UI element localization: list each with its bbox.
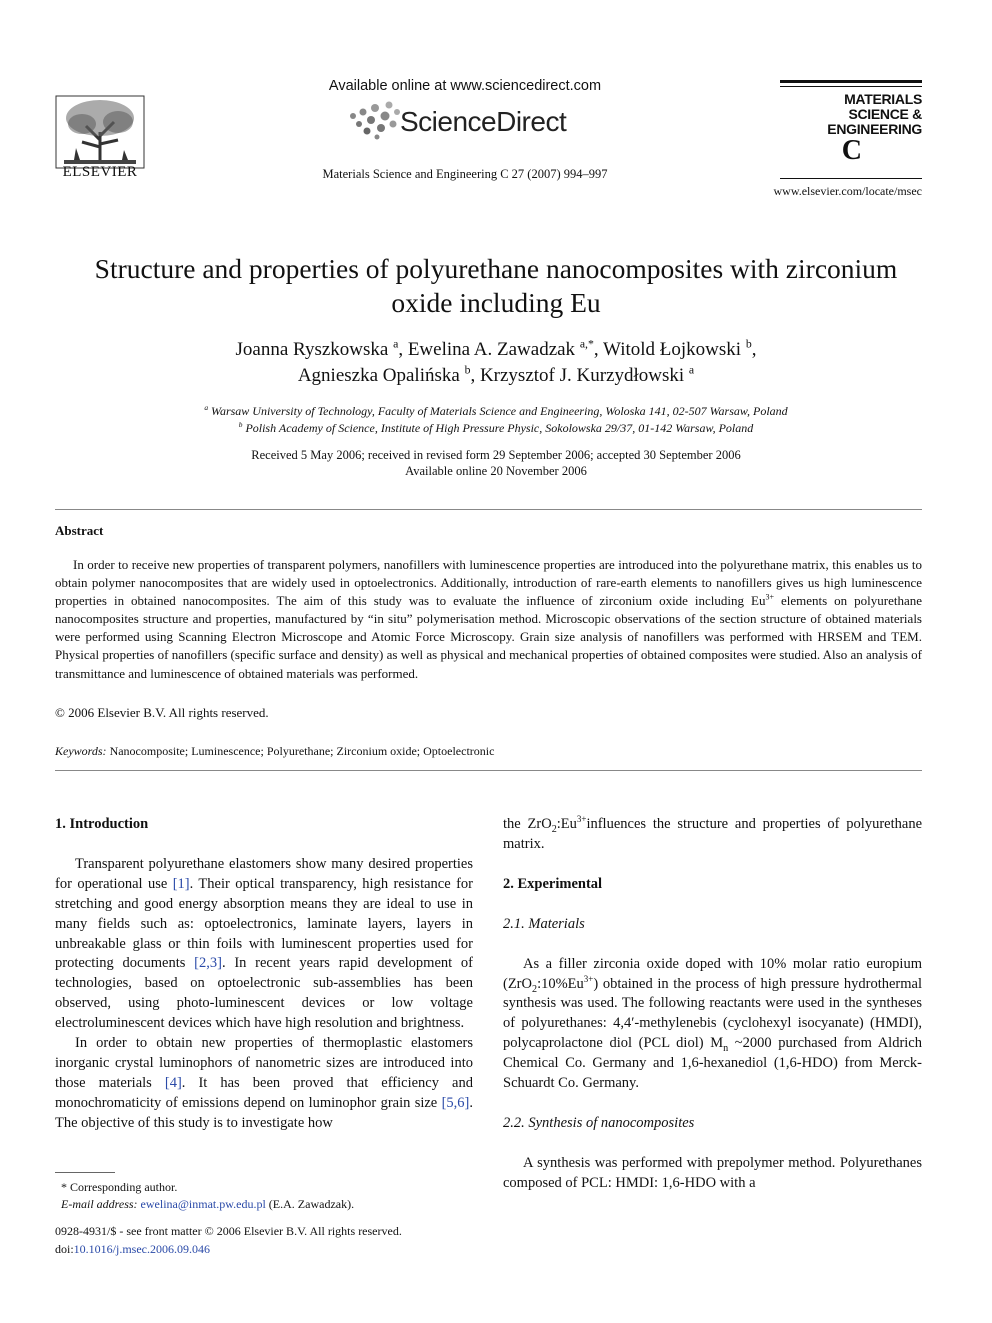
title-line: oxide including Eu — [391, 287, 601, 318]
subscript: n — [723, 1043, 729, 1055]
affiliation: Polish Academy of Science, Institute of High Pressure Physic, Sokolowska 29/37, 01-142 Warsaw, Poland — [245, 421, 754, 435]
doi-line — [55, 1241, 402, 1259]
left-column — [55, 815, 473, 1134]
corresponding-note: * Corresponding author. — [61, 1180, 178, 1194]
journal-logo-line: ENGINEERING — [827, 121, 922, 137]
footnote-rule — [55, 1172, 115, 1173]
publisher-wordmark: ELSEVIER — [62, 164, 138, 180]
text: Transparent polyurethane elastomers show many desired properties for operational use — [55, 855, 473, 892]
journal-citation: Materials Science and Engineering C 27 (2007) 994–997 — [322, 167, 608, 181]
affiliations — [40, 403, 952, 437]
author-affil-mark: b — [464, 363, 471, 377]
author-list: Joanna Ryszkowska $^a$, Ewelina A. Zawadzak $^{a,*}$, Witold Łojkowski $^b$, Agnieszka Opalińska $^b$, Krzysztof J. Kurzydłowski $^a$ — [235, 337, 757, 386]
text: :10%Eu — [537, 975, 584, 992]
journal-logo-name — [780, 92, 922, 137]
text: the ZrO — [503, 816, 552, 832]
abstract-heading: Abstract — [55, 523, 104, 538]
journal-logo-rule — [780, 80, 922, 83]
divider — [55, 509, 922, 510]
paragraph — [55, 855, 473, 1034]
right-column — [503, 815, 922, 1194]
article-dates — [40, 447, 952, 479]
citation-link[interactable]: [2,3] — [194, 955, 222, 972]
superscript: 3+ — [583, 973, 594, 984]
affil-mark: a — [204, 403, 209, 412]
subsection-heading-synthesis: 2.2. Synthesis of nanocomposites — [503, 1114, 695, 1131]
author-name: Ewelina A. Zawadzak — [407, 339, 576, 360]
author-name: Witold Łojkowski — [603, 339, 742, 360]
text: . The objective of this study is to investigate how — [55, 1094, 473, 1131]
sciencedirect-dots-icon — [345, 100, 405, 140]
copyright-notice: © 2006 Elsevier B.V. All rights reserved. — [55, 705, 269, 720]
keywords-list: Nanocomposite; Luminescence; Polyurethane; Zirconium oxide; Optoelectronic — [106, 744, 495, 758]
footnote — [55, 1179, 354, 1213]
paragraph — [55, 1034, 473, 1134]
journal-logo-line: SCIENCE & — [848, 106, 922, 122]
abstract-part: elements on polyurethane nanocomposites structure and properties, manufactured by “in situ” polymerisation method. Microscopic observations of the section structure of obtained materials were performed using Scanning Electron Microscope and Atomic Force Microscopy. Grain size analysis of nanofillers was performed with HRSEM and TEM. Physical properties of nanofillers (specific surface and density) as well as physical and mechanical properties of obtained composites were studied. Also an analysis of transmittance and luminescence of obtained materials was performed. — [55, 593, 922, 681]
email-label: E-mail address: — [61, 1197, 138, 1211]
author-name: Krzysztof J. Kurzydłowski — [479, 365, 685, 386]
superscript: 3+ — [765, 592, 775, 602]
journal-logo-line: MATERIALS — [844, 91, 922, 107]
text: ~2000 purchased from Aldrich Chemical Co. Germany and 1,6-hexanediol (1,6-HDO) from Merck-Schuardt Co. Germany. — [503, 1035, 922, 1092]
keywords-label: Keywords: — [55, 744, 107, 758]
received-dates: Received 5 May 2006; received in revised form 29 September 2006; accepted 30 September 2006 — [251, 448, 741, 462]
affiliation: Warsaw University of Technology, Faculty of Materials Science and Engineering, Woloska 141, 02-507 Warsaw, Poland — [211, 404, 788, 418]
abstract-text — [55, 556, 922, 683]
sciencedirect-wordmark: ScienceDirect — [400, 106, 567, 137]
author-affil-mark: a,* — [579, 337, 594, 351]
text: ) obtained in the process of high pressure hydrothermal synthesis was used. The following reactants were used in the syntheses of polyurethanes: 4,4′-methylenebis (cyclohexyl isocyanate) (HMDI), polycaprolactone diol (PCL diol) M — [503, 975, 922, 1052]
available-date: Available online 20 November 2006 — [405, 464, 587, 478]
subscript: 2 — [551, 823, 557, 835]
issn-block — [55, 1223, 402, 1258]
available-online-text: Available online at www.sciencedirect.com — [328, 78, 602, 94]
section-heading-introduction: 1. Introduction — [55, 816, 149, 832]
text: . Their optical transparency, high resistance for stretching and good energy absorption means they are ideal to use in many fields such as: optoelectronics, laminate layers, layers in unbreakable glass or thin foils with luminescent properties used for protecting documents — [55, 875, 473, 972]
divider — [55, 770, 922, 771]
email-link[interactable]: ewelina@inmat.pw.edu.pl — [140, 1197, 266, 1211]
citation-link[interactable]: [4] — [164, 1074, 182, 1091]
author-affil-mark: a — [393, 337, 399, 351]
superscript: 3+ — [576, 814, 587, 825]
section-heading-experimental: 2. Experimental — [503, 875, 603, 892]
issn-line: 0928-4931/$ - see front matter © 2006 Elsevier B.V. All rights reserved. — [55, 1224, 402, 1238]
keywords — [55, 744, 494, 759]
paragraph: A synthesis was performed with prepolymer method. Polyurethanes composed of PCL: HMDI: 1,6-HDO with a — [503, 1154, 922, 1191]
author-affil-mark: b — [745, 337, 752, 351]
article-title — [40, 252, 952, 320]
author-affil-mark: a — [688, 363, 695, 377]
email-owner: (E.A. Zawadzak). — [265, 1197, 355, 1211]
doi-link[interactable]: 10.1016/j.msec.2006.09.046 — [73, 1241, 210, 1256]
text: :Eu — [556, 816, 577, 832]
text: As a filler zirconia oxide doped with 10% molar ratio europium (ZrO — [503, 955, 922, 992]
subsection-heading-materials: 2.1. Materials — [503, 915, 585, 932]
citation-link[interactable]: [5,6] — [441, 1094, 470, 1111]
text: In order to obtain new properties of thermoplastic elastomers inorganic crystal luminophors of nanometric sizes are introduced into those materials — [55, 1035, 473, 1091]
affil-mark: b — [238, 420, 243, 429]
citation-link[interactable]: [1] — [172, 875, 190, 892]
journal-url-link[interactable]: www.elsevier.com/locate/msec — [773, 184, 922, 198]
abstract-part: In order to receive new properties of transparent polymers, nanofillers with luminescence properties are introduced into the polyurethane matrix, this enables us to obtain polymer nanocomposites that are widely used in optoelectronics. Additionally, introduction of rare-earth elements to nanofillers gives us high luminescence properties in obtained nanocomposites. The aim of this study was to evaluate the influence of zirconium oxide including Eu — [55, 557, 922, 609]
title-line: Structure and properties of polyurethane nanocomposites with zirconium — [94, 253, 898, 284]
paragraph — [503, 955, 922, 1094]
author-name: Agnieszka Opalińska — [297, 365, 460, 386]
email-note — [55, 1196, 354, 1213]
journal-logo-rule — [780, 178, 922, 179]
author-name: Joanna Ryszkowska — [235, 339, 389, 360]
paragraph — [503, 815, 922, 855]
text: influences the structure and properties of polyurethane matrix. — [503, 816, 923, 852]
text: . In recent years rapid development of technologies, based on optoelectronic sub-assemblies has been observed, using photo-luminescent devices or low voltage electroluminescent devices which have high resolution and brightness. — [55, 955, 473, 1032]
journal-logo-rule — [780, 86, 922, 87]
doi-label: doi: — [55, 1241, 74, 1256]
subscript: 2 — [532, 983, 538, 995]
text: . It has been proved that efficiency and monochromaticity of emissions depend on luminophor grain size — [55, 1074, 473, 1111]
journal-logo-letter: C — [841, 135, 862, 166]
